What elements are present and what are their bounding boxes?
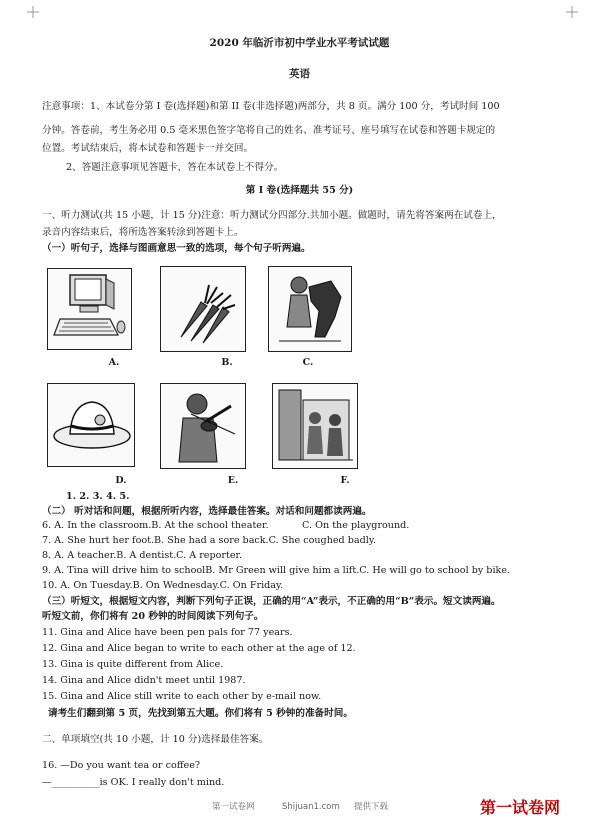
picture-label-b: B. — [221, 357, 233, 368]
picture-label-c: C. — [302, 357, 314, 368]
picture-label-e: E. — [227, 475, 239, 486]
picture-label-d: D. — [115, 475, 127, 486]
notes-line-1: 注意事项：1、本试卷分第 I 卷(选择题)和第 II 卷(非选择题)两部分，共 8 页。满分 100 分，考试时间 100 — [42, 101, 500, 112]
picture-c-horse — [268, 266, 352, 352]
picture-b-carrots — [160, 266, 246, 352]
picture-label-a: A. — [108, 357, 120, 368]
picture-f-street — [272, 383, 358, 469]
footer-site-name: 第一试卷网 — [212, 802, 255, 812]
picture-label-f: F. — [340, 475, 350, 486]
exam-subject: 英语 — [289, 68, 310, 80]
crop-mark-top-left — [27, 6, 39, 18]
notes-line-4: 2、答题注意事项见答题卡，答在本试卷上不得分。 — [66, 162, 284, 173]
picture-e-violin — [160, 383, 246, 469]
listening-heading-2: 录音内容结束后，将所选答案转涂到答题卡上。 — [42, 227, 244, 238]
exam-title: 2020 年临沂市初中学业水平考试试题 — [209, 37, 390, 49]
picture-d-hat — [47, 383, 135, 467]
question-numbers-1-5: 1. 2. 3. 4. 5. — [66, 491, 130, 502]
question-7: 7. A. She hurt her foot.B. She had a sore back.C. She coughed badly. — [42, 535, 377, 546]
section3-instruction-1: （三）听短文，根据短文内容，判断下列句子正误，正确的用“A”表示，不正确的用“B”表示。短文读两遍。 — [42, 596, 501, 607]
section1-instruction: （一）听句子，选择与图画意思一致的选项，每个句子听两遍。 — [42, 243, 311, 254]
question-9: 9. A. Tina will drive him to schoolB. Mr Green will give him a lift.C. He will go to school by bike. — [42, 565, 511, 576]
question-13: 13. Gina is quite different from Alice. — [42, 659, 224, 670]
footer-download: 提供下载 — [354, 802, 389, 812]
question-8: 8. A. A teacher.B. A dentist.C. A reporter. — [42, 550, 243, 561]
notes-line-2: 分钟。答卷前，考生务必用 0.5 毫米黑色签字笔将自己的姓名、准考证号、座号填写在试卷和答题卡规定的 — [42, 125, 496, 136]
question-15: 15. Gina and Alice still write to each other by e-mail now. — [42, 691, 322, 702]
question-14: 14. Gina and Alice didn't meet until 1987. — [42, 675, 246, 686]
question-6: 6. A. In the classroom.B. At the school theater. — [42, 520, 269, 531]
picture-a-computer — [47, 268, 132, 350]
part2-heading: 二、单项填空(共 10 小题，计 10 分)选择最佳答案。 — [42, 734, 269, 745]
section3-instruction-2: 听短文前，你们将有 20 秒钟的时间阅读下列句子。 — [42, 611, 264, 622]
question-16-answer: —__________is OK. I really don't mind. — [42, 777, 225, 788]
question-16: 16. —Do you want tea or coffee? — [42, 760, 201, 771]
section2-instruction: （二） 听对话和问题，根据所听内容，选择最佳答案。对话和问题都读两遍。 — [42, 506, 372, 517]
notes-line-3: 位置。考试结束后，将本试卷和答题卡一并交回。 — [42, 143, 254, 154]
question-10: 10. A. On Tuesday.B. On Wednesday.C. On Friday. — [42, 580, 284, 591]
listening-heading-1: 一、听力测试(共 15 小题，计 15 分)注意：听力测试分四部分.共加小题。做题时，请先将答案两在试卷上， — [42, 210, 502, 221]
crop-mark-top-right — [566, 6, 578, 18]
watermark-logo: 第一试卷网 — [480, 798, 561, 817]
question-6-option-c: C. On the playground. — [302, 520, 410, 531]
question-12: 12. Gina and Alice began to write to each other at the age of 12. — [42, 643, 356, 654]
turn-page-instruction: 请考生们翻到第 5 页，先找到第五大题。你们将有 5 秒钟的准备时间。 — [48, 708, 353, 719]
question-11: 11. Gina and Alice have been pen pals for 77 years. — [42, 627, 293, 638]
footer-site-url[interactable]: Shijuan1.com — [282, 802, 340, 812]
part1-title: 第 I 卷(选择题共 55 分) — [245, 185, 354, 196]
